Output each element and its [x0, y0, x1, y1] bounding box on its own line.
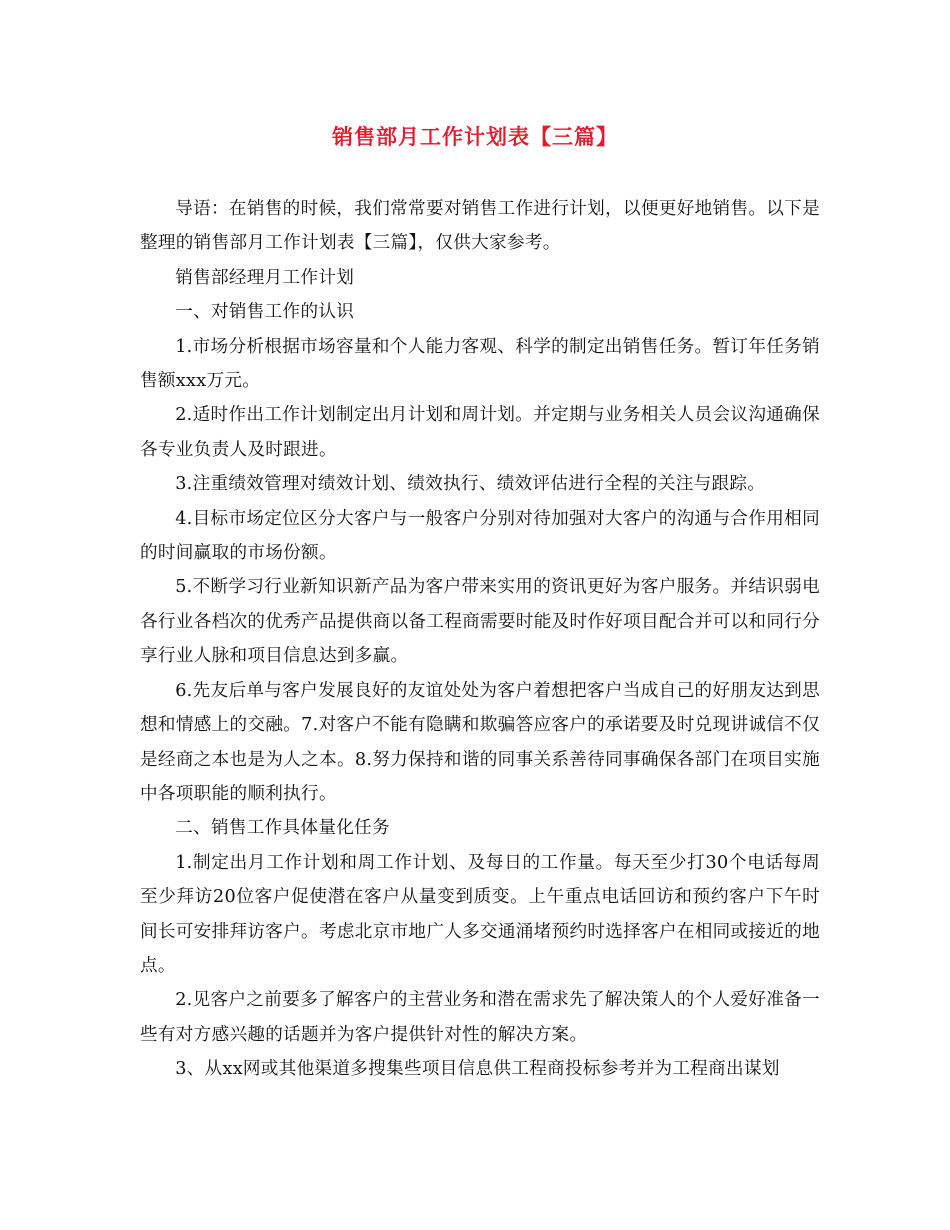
paragraph-intro: 导语：在销售的时候，我们常常要对销售工作进行计划，以便更好地销售。以下是整理的销售部月工作计划表【三篇】，仅供大家参考。: [140, 199, 820, 254]
paragraph-item-1-4: 4.目标市场定位区分大客户与一般客户分别对待加强对大客户的沟通与合作用相同的时间赢取的市场份额。: [140, 508, 820, 564]
paragraph-item-2-3: 3、从xx网或其他渠道多搜集些项目信息供工程商投标参考并为工程商出谋划: [175, 1059, 780, 1080]
paragraph-item-1-2: 2.适时作出工作计划制定出月计划和周计划。并定期与业务相关人员会议沟通确保各专业负责人及时跟进。: [140, 405, 820, 460]
paragraph-item-2-2: 2.见客户之前要多了解客户的主营业务和潜在需求先了解决策人的个人爱好准备一些有对方感兴趣的话题并为客户提供针对性的解决方案。: [140, 990, 820, 1045]
heading-section-2: 二、销售工作具体量化任务: [175, 818, 390, 839]
paragraph-item-1-6: 6.先友后单与客户发展良好的友谊处处为客户着想把客户当成自己的好朋友达到思想和情感上的交融。7.对客户不能有隐瞒和欺骗答应客户的承诺要及时兑现讲诚信不仅是经商之本也是为人之本。8.努力保持和谐的同事关系善待同事确保各部门在项目实施中各项职能的顺利执行。: [140, 680, 820, 804]
paragraph-item-1-3: 3.注重绩效管理对绩效计划、绩效执行、绩效评估进行全程的关注与跟踪。: [175, 474, 766, 495]
paragraph-item-1-1: 1.市场分析根据市场容量和个人能力客观、科学的制定出销售任务。暂订年任务销售额xxx万元。: [140, 336, 820, 392]
paragraph-item-2-1: 1.制定出月工作计划和周工作计划、及每日的工作量。每天至少打30个电话每周至少拜访20位客户促使潜在客户从量变到质变。上午重点电话回访和预约客户下午时间长可安排拜访客户。考虑北京市地广人多交通涌堵预约时选择客户在相同或接近的地点。: [140, 852, 820, 976]
paragraph-item-1-5: 5.不断学习行业新知识新产品为客户带来实用的资讯更好为客户服务。并结识弱电各行业各档次的优秀产品提供商以备工程商需要时能及时作好项目配合并可以和同行分享行业人脉和项目信息达到多赢。: [140, 577, 820, 667]
heading-manager-plan: 销售部经理月工作计划: [175, 267, 355, 288]
document-title: 销售部月工作计划表【三篇】: [332, 124, 618, 149]
document-body: [140, 192, 820, 1087]
heading-section-1: 一、对销售工作的认识: [175, 302, 355, 323]
